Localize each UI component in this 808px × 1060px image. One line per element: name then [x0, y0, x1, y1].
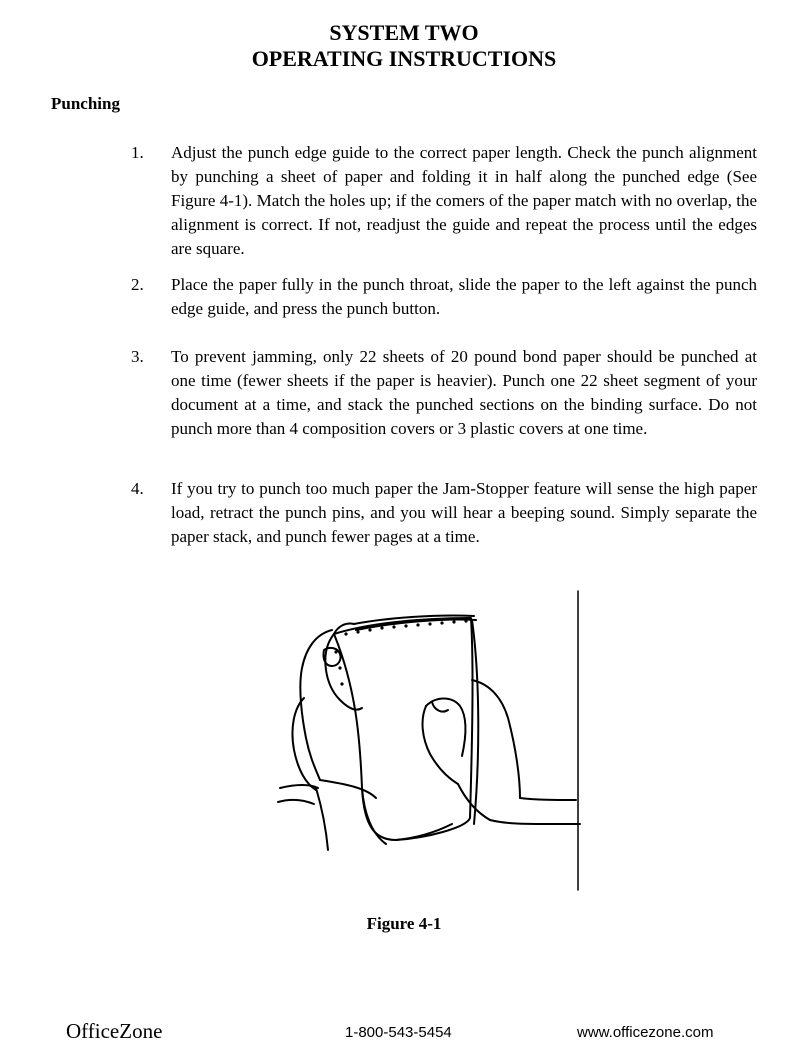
instruction-text: Adjust the punch edge guide to the correct paper length. Check the punch alignment by punching a sheet of paper and folding it in half along the punched edge (See Figure 4-1). Match the holes up; if the comers of the paper match with no overlap, the alignment is correct. If not, readjust the guide and repeat the process until the edges are square.: [171, 143, 757, 258]
instruction-number: 1.: [131, 143, 144, 162]
footer-brand-logo: OfficeZone: [66, 1019, 163, 1043]
instruction-number: 2.: [131, 275, 144, 294]
instruction-number: 3.: [131, 347, 144, 366]
page-title-line-1: SYSTEM TWO: [329, 20, 479, 45]
section-heading-punching: Punching: [51, 94, 120, 113]
instruction-number: 4.: [131, 479, 144, 498]
figure-illustration: [276, 588, 586, 893]
footer-website-link[interactable]: www.officezone.com: [577, 1024, 714, 1041]
instruction-text: Place the paper fully in the punch throat, slide the paper to the left against the punch edge guide, and press the punch button.: [171, 275, 757, 318]
instruction-text: If you try to punch too much paper the Jam-Stopper feature will sense the high paper load, retract the punch pins, and you will hear a beeping sound. Simply separate the paper stack, and punch fewer pages at a time.: [171, 479, 757, 546]
footer-phone-number: 1-800-543-5454: [345, 1024, 452, 1041]
page-title-line-2: OPERATING INSTRUCTIONS: [251, 46, 557, 71]
figure-caption: Figure 4-1: [366, 914, 442, 933]
instruction-text: To prevent jamming, only 22 sheets of 20 pound bond paper should be punched at one time (fewer sheets if the paper is heavier). Punch one 22 sheet segment of your document at a time, and stack the punched sections on the binding surface. Do not punch more than 4 composition covers or 3 plastic covers at one time.: [171, 347, 757, 438]
hands-folding-punched-paper-illustration: [276, 588, 586, 893]
